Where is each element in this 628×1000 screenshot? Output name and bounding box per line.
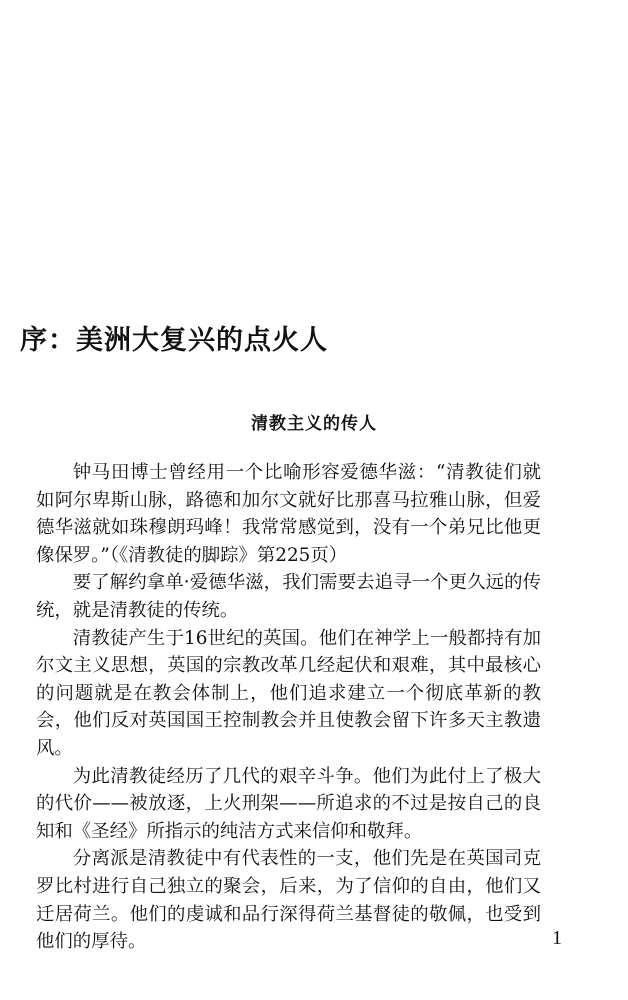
paragraph-4: 为此清教徒经历了几代的艰辛斗争。他们为此付上了极大的代价——被放逐，上火刑架——所追求的不过是按自己的良知和《圣经》所指示的纯洁方式来信仰和敬拜。	[36, 765, 541, 842]
paragraph-2: 要了解约拿单·爱德华滋，我们需要去追寻一个更久远的传统，就是清教徒的传统。	[36, 572, 541, 621]
paragraph-1: 钟马田博士曾经用一个比喻形容爱德华滋：“清教徒们就如阿尔卑斯山脉，路德和加尔文就好比那喜马拉雅山脉，但爱德华滋就如珠穆朗玛峰！我常常感觉到，没有一个弟兄比他更像保罗。”（《清教徒的脚踪》第225页）	[36, 462, 541, 566]
paragraph-3: 清教徒产生于16世纪的英国。他们在神学上一般都持有加尔文主义思想，英国的宗教改革几经起伏和艰难，其中最核心的问题就是在教会体制上，他们追求建立一个彻底革新的教会，他们反对英国国王控制教会并且使教会留下许多天主教遗风。	[36, 627, 541, 759]
paragraph-5: 分离派是清教徒中有代表性的一支，他们先是在英国司克罗比村进行自己独立的聚会，后来，为了信仰的自由，他们又迁居荷兰。他们的虔诚和品行深得荷兰基督徒的敬佩，也受到他们的厚待。	[36, 848, 541, 953]
body-text	[36, 459, 541, 956]
chapter-title: 序：美洲大复兴的点火人	[20, 325, 328, 356]
page-number: 1	[552, 927, 562, 949]
section-title: 清教主义的传人	[251, 414, 377, 434]
